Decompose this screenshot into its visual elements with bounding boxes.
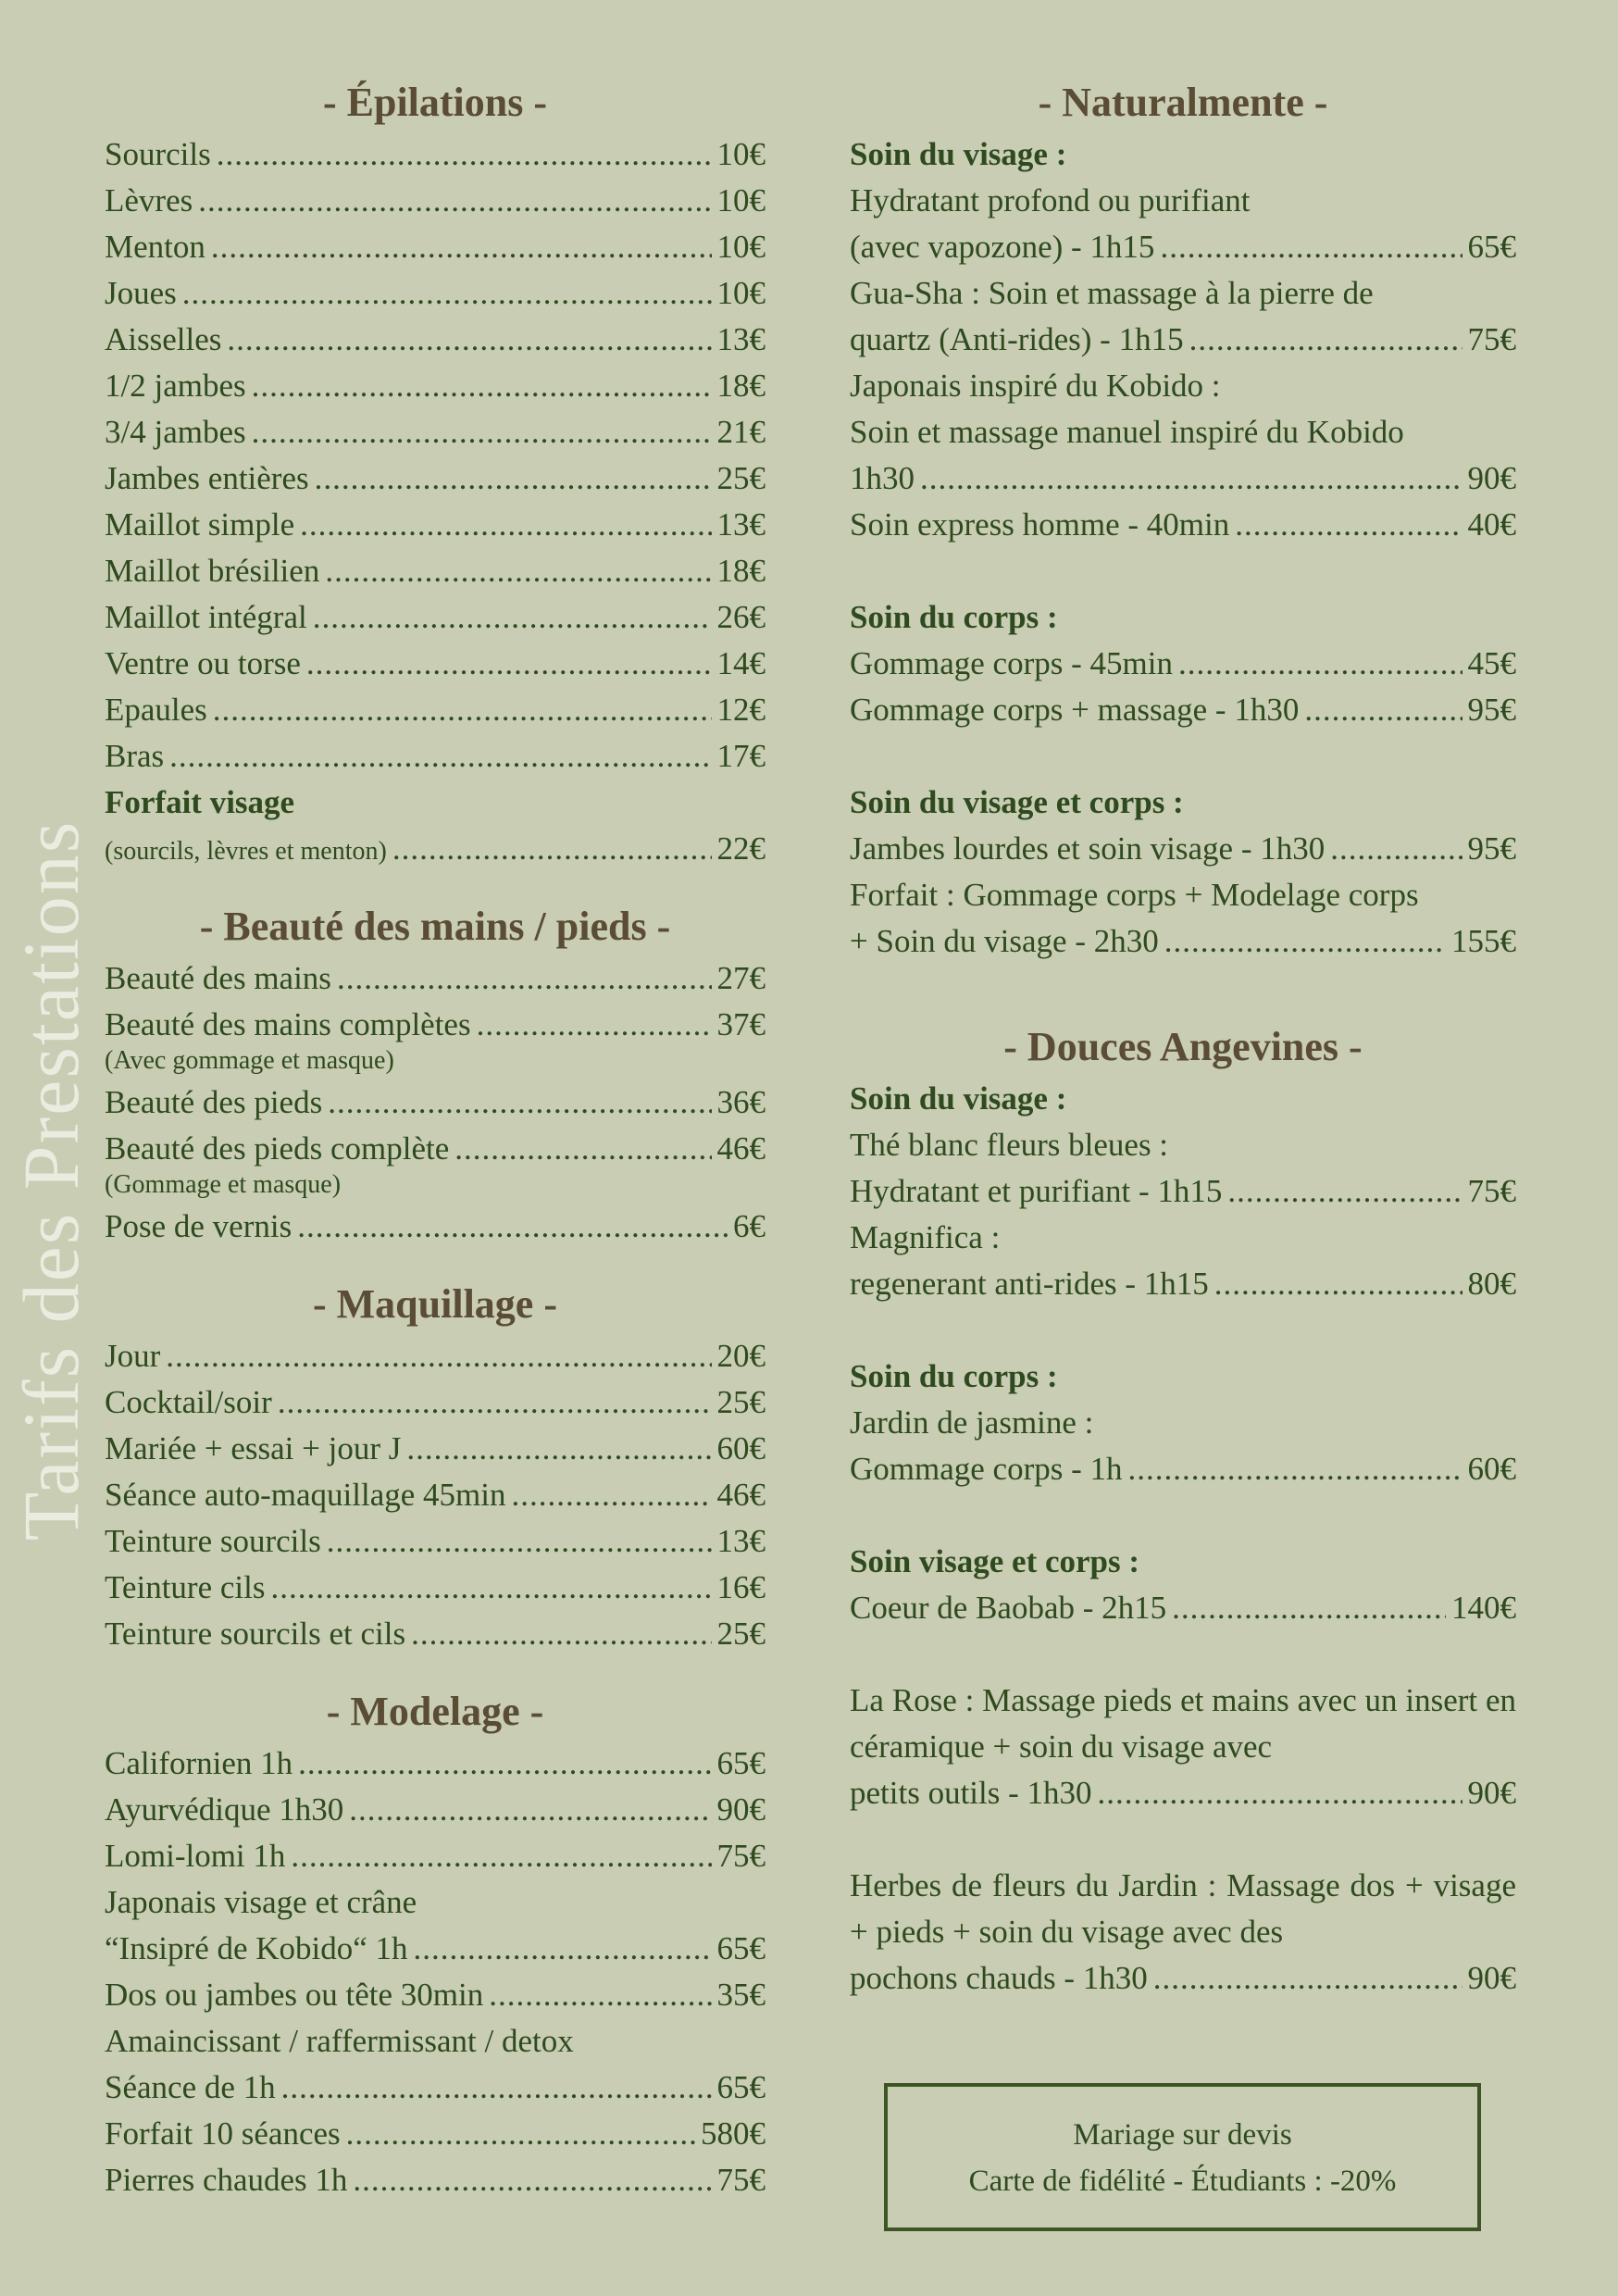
item-price: 75€ [716, 1838, 765, 1874]
item-price: 90€ [1467, 460, 1516, 496]
price-row [850, 224, 1516, 270]
subsection-title: Soin du visage : [850, 1080, 1067, 1117]
item-price: 65€ [1467, 229, 1516, 265]
dot-leader [1178, 641, 1462, 687]
item-price: 13€ [716, 506, 765, 543]
subsection-title: Soin du corps : [850, 599, 1058, 635]
item-price: 18€ [716, 368, 765, 404]
item-label: Sourcils [105, 136, 211, 172]
item-note: (Gommage et masque) [105, 1170, 342, 1199]
item-price: 45€ [1467, 645, 1516, 681]
item-price: 13€ [716, 321, 765, 357]
item-price: 46€ [716, 1130, 765, 1167]
item-price: 18€ [716, 553, 765, 589]
item-price: 75€ [1467, 1173, 1516, 1209]
item-price: 65€ [716, 1745, 765, 1781]
item-description: Soin et massage manuel inspiré du Kobido [850, 414, 1404, 450]
price-row [105, 1787, 765, 1833]
item-label: Forfait 10 séances [105, 2115, 341, 2152]
item-label: Lèvres [105, 182, 193, 218]
dot-leader [1235, 502, 1462, 548]
item-price: 95€ [1467, 830, 1516, 867]
item-price: 90€ [716, 1791, 765, 1828]
dot-leader [213, 687, 712, 733]
item-description: Japonais visage et crâne [105, 1884, 417, 1920]
item-label: Teinture sourcils [105, 1523, 321, 1559]
price-row [105, 1002, 765, 1048]
subsection-title: Soin du visage et corps : [850, 784, 1184, 820]
item-label: Coeur de Baobab - 2h15 [850, 1590, 1167, 1626]
section-title-modelage: - Modelage - [326, 1689, 544, 1734]
dot-leader [217, 131, 712, 178]
item-label: Dos ou jambes ou tête 30min [105, 1977, 484, 2013]
dot-leader [920, 455, 1462, 502]
dot-leader [477, 1002, 712, 1048]
item-description: Thé blanc fleurs bleues : [850, 1127, 1169, 1163]
price-row [105, 502, 765, 548]
item-price: 25€ [716, 1616, 765, 1652]
item-label: regenerant anti-rides - 1h15 [850, 1266, 1209, 1302]
item-price: 40€ [1467, 506, 1516, 543]
price-row [105, 1379, 765, 1426]
price-row [850, 317, 1516, 363]
dot-leader [1153, 1955, 1462, 2002]
item-label: Beauté des mains [105, 960, 331, 996]
item-price: 25€ [716, 460, 765, 496]
price-row [105, 1926, 765, 1972]
price-row [105, 733, 765, 780]
item-price: 36€ [716, 1084, 765, 1120]
dot-leader [1128, 1446, 1462, 1492]
price-row [105, 687, 765, 733]
item-price: 10€ [716, 182, 765, 218]
price-row [105, 1126, 765, 1172]
dot-leader [166, 1333, 711, 1379]
price-row [105, 1472, 765, 1518]
item-label: Gommage corps - 45min [850, 645, 1173, 681]
dot-leader [511, 1472, 711, 1518]
mains-pieds-list [105, 955, 765, 1250]
item-label: + Soin du visage - 2h30 [850, 923, 1159, 959]
item-price: 580€ [701, 2115, 765, 2152]
item-price: 13€ [716, 1523, 765, 1559]
dot-leader [454, 1126, 711, 1172]
dot-leader [211, 224, 712, 270]
info-box [884, 2083, 1481, 2231]
item-label: Maillot simple [105, 506, 295, 543]
price-row [105, 1741, 765, 1787]
section-title-douces-angevines: - Douces Angevines - [1003, 1024, 1363, 1069]
item-label: 1/2 jambes [105, 368, 246, 404]
price-row [105, 1972, 765, 2018]
price-row [105, 1518, 765, 1565]
dot-leader [406, 1426, 711, 1472]
item-description: Japonais inspiré du Kobido : [850, 368, 1221, 404]
price-row [105, 270, 765, 317]
item-price: 95€ [1467, 692, 1516, 728]
item-price: 6€ [733, 1208, 765, 1244]
item-price: 25€ [716, 1384, 765, 1420]
right-column [850, 74, 1516, 2002]
item-label: Jour [105, 1338, 161, 1374]
item-label: Séance auto-maquillage 45min [105, 1477, 506, 1513]
section-title-epilations: - Épilations - [322, 80, 548, 125]
dot-leader [313, 594, 712, 641]
item-price: 22€ [716, 830, 765, 867]
price-row [105, 641, 765, 687]
section-title-maquillage: - Maquillage - [313, 1281, 557, 1327]
item-label: Mariée + essai + jour J [105, 1430, 402, 1466]
dot-leader [328, 1079, 711, 1126]
item-label: Beauté des pieds complète [105, 1130, 450, 1167]
price-row [105, 2111, 765, 2157]
item-label: Gommage corps - 1h [850, 1451, 1123, 1487]
item-label: Maillot brésilien [105, 553, 320, 589]
item-price: 90€ [1467, 1775, 1516, 1811]
item-label: petits outils - 1h30 [850, 1775, 1092, 1811]
dot-leader [182, 270, 712, 317]
item-description: Forfait : Gommage corps + Modelage corps [850, 877, 1419, 913]
item-label: Californien 1h [105, 1745, 293, 1781]
item-price: 14€ [716, 645, 765, 681]
item-label: (sourcils, lèvres et menton) [105, 837, 387, 866]
item-price: 65€ [716, 2069, 765, 2105]
item-label: Teinture sourcils et cils [105, 1616, 406, 1652]
item-label: Séance de 1h [105, 2069, 276, 2105]
price-row [105, 224, 765, 270]
item-description: Hydratant profond ou purifiant [850, 182, 1251, 218]
dot-leader [1098, 1770, 1462, 1816]
item-price: 10€ [716, 136, 765, 172]
dot-leader [327, 1518, 712, 1565]
dot-leader [252, 363, 712, 409]
forfait-visage-title: Forfait visage [105, 784, 295, 820]
item-label: Pose de vernis [105, 1208, 292, 1244]
price-row [105, 2157, 765, 2203]
item-label: Pierres chaudes 1h [105, 2162, 348, 2198]
price-row [850, 1770, 1516, 1816]
price-row [105, 455, 765, 502]
dot-leader [411, 1611, 711, 1657]
item-price: 16€ [716, 1569, 765, 1605]
dot-leader [1164, 918, 1446, 965]
price-row [105, 1333, 765, 1379]
price-row [105, 317, 765, 363]
price-row [850, 1585, 1516, 1631]
dot-leader [1214, 1261, 1462, 1307]
price-row [850, 641, 1516, 687]
price-row [105, 1833, 765, 1879]
price-row [105, 409, 765, 455]
item-price: 75€ [716, 2162, 765, 2198]
dot-leader [298, 1741, 711, 1787]
item-price: 65€ [716, 1930, 765, 1966]
price-row [105, 594, 765, 641]
item-description: Magnifica : [850, 1219, 1001, 1255]
price-row [850, 502, 1516, 548]
subsection-title: Soin du corps : [850, 1358, 1058, 1394]
item-price: 10€ [716, 275, 765, 311]
dot-leader [1160, 224, 1462, 270]
dot-leader [1172, 1585, 1446, 1631]
dot-leader [281, 2065, 712, 2111]
item-price: 90€ [1467, 1960, 1516, 1996]
item-label: Soin express homme - 40min [850, 506, 1230, 543]
item-label: Beauté des pieds [105, 1084, 323, 1120]
item-price: 140€ [1451, 1590, 1516, 1626]
item-price: 21€ [716, 414, 765, 450]
dot-leader [227, 317, 711, 363]
subsection-title: Soin du visage : [850, 136, 1067, 172]
price-row [850, 1168, 1516, 1215]
dot-leader [198, 178, 711, 224]
item-label: Gommage corps + massage - 1h30 [850, 692, 1300, 728]
dot-leader [1189, 317, 1462, 363]
item-price: 80€ [1467, 1266, 1516, 1302]
item-price: 37€ [716, 1006, 765, 1042]
item-label: Jambes lourdes et soin visage - 1h30 [850, 830, 1326, 867]
price-row [850, 918, 1516, 965]
item-price: 27€ [716, 960, 765, 996]
item-price: 155€ [1451, 923, 1516, 959]
dot-leader [1304, 687, 1462, 733]
dot-leader [337, 955, 712, 1002]
dot-leader [270, 1565, 711, 1611]
item-price: 46€ [716, 1477, 765, 1513]
item-price: 75€ [1467, 321, 1516, 357]
item-label: (avec vapozone) - 1h15 [850, 229, 1155, 265]
item-label: Teinture cils [105, 1569, 266, 1605]
price-row [850, 687, 1516, 733]
dot-leader [300, 502, 711, 548]
section-title-mains-pieds: - Beauté des mains / pieds - [199, 904, 671, 949]
item-note: (Avec gommage et masque) [105, 1046, 394, 1075]
price-row [105, 1426, 765, 1472]
dot-leader [297, 1204, 728, 1250]
price-row [105, 1611, 765, 1657]
item-description: Gua-Sha : Soin et massage à la pierre de [850, 275, 1374, 311]
dot-leader [1330, 826, 1462, 872]
item-label: Hydratant et purifiant - 1h15 [850, 1173, 1223, 1209]
dot-leader [169, 733, 711, 780]
dot-leader [349, 1787, 711, 1833]
price-row [850, 1261, 1516, 1307]
item-label: Maillot intégral [105, 599, 307, 635]
item-label: 3/4 jambes [105, 414, 246, 450]
price-row [850, 1446, 1516, 1492]
item-description-herbes: Herbes de fleurs du Jardin : Massage dos + visage + pieds + soin du visage avec des [850, 1867, 1516, 1950]
item-price: 12€ [716, 692, 765, 728]
dot-leader [315, 455, 712, 502]
dot-leader [252, 409, 712, 455]
item-price: 20€ [716, 1338, 765, 1374]
price-row [105, 548, 765, 594]
item-label: Bras [105, 738, 165, 774]
dot-leader [414, 1926, 712, 1972]
item-label: Jambes entières [105, 460, 309, 496]
item-description-la-rose: La Rose : Massage pieds et mains avec un insert en céramique + soin du visage avec [850, 1682, 1516, 1765]
price-row [850, 1955, 1516, 2002]
dot-leader [489, 1972, 711, 2018]
dot-leader [346, 2111, 695, 2157]
item-price: 60€ [716, 1430, 765, 1466]
subsection-title: Soin visage et corps : [850, 1543, 1140, 1579]
item-label: “Insipré de Kobido“ 1h [105, 1930, 408, 1966]
item-price: 17€ [716, 738, 765, 774]
item-label: Cocktail/soir [105, 1384, 272, 1420]
item-label: pochons chauds - 1h30 [850, 1960, 1148, 1996]
item-label: Menton [105, 229, 205, 265]
item-label: 1h30 [850, 460, 915, 496]
item-label: Epaules [105, 692, 207, 728]
dot-leader [325, 548, 711, 594]
side-title: Tarifs des Prestations [6, 819, 95, 1541]
dot-leader [306, 641, 712, 687]
info-box-line-2: Carte de fidélité - Étudiants : -20% [968, 2165, 1397, 2198]
price-row [105, 131, 765, 178]
price-row [105, 1079, 765, 1126]
item-label: Aisselles [105, 321, 222, 357]
item-description: Amaincissant / raffermissant / detox [105, 2023, 574, 2059]
price-row [850, 455, 1516, 502]
price-row [105, 363, 765, 409]
price-row [105, 178, 765, 224]
left-column [105, 74, 765, 2203]
dot-leader [353, 2157, 711, 2203]
price-row [105, 1204, 765, 1250]
item-label: Beauté des mains complètes [105, 1006, 471, 1042]
item-label: Ayurvédique 1h30 [105, 1791, 344, 1828]
epilations-list [105, 131, 765, 780]
price-row [105, 2065, 765, 2111]
item-label: quartz (Anti-rides) - 1h15 [850, 321, 1184, 357]
dot-leader [291, 1833, 711, 1879]
item-price: 60€ [1467, 1451, 1516, 1487]
dot-leader [392, 826, 712, 872]
maquillage-list [105, 1333, 765, 1657]
info-box-line-1: Mariage sur devis [1073, 2118, 1292, 2152]
dot-leader [278, 1379, 712, 1426]
item-label: Lomi-lomi 1h [105, 1838, 286, 1874]
item-price: 35€ [716, 1977, 765, 2013]
item-label: Ventre ou torse [105, 645, 301, 681]
item-price: 10€ [716, 229, 765, 265]
item-label: Joues [105, 275, 177, 311]
item-description: Jardin de jasmine : [850, 1404, 1094, 1441]
price-row [850, 826, 1516, 872]
item-price: 26€ [716, 599, 765, 635]
price-row [105, 955, 765, 1002]
price-row-forfait-visage [105, 826, 765, 872]
price-row [105, 1565, 765, 1611]
section-title-naturalmente: - Naturalmente - [1038, 80, 1328, 125]
dot-leader [1227, 1168, 1462, 1215]
